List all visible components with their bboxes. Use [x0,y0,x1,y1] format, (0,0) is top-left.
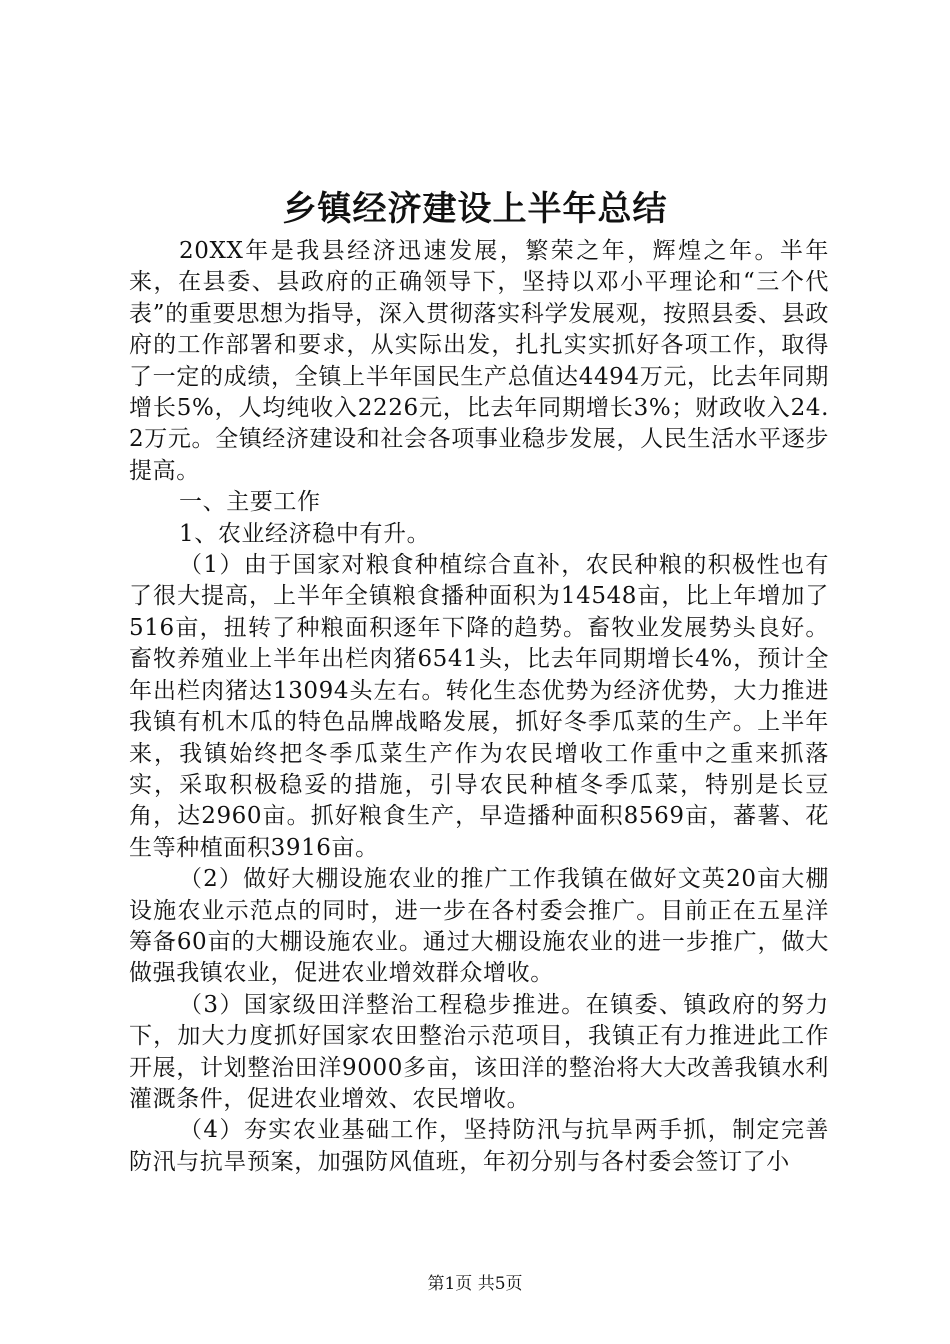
document-title: 乡镇经济建设上半年总结 [282,189,668,229]
section-heading: 一、主要工作 [179,489,321,516]
item-paragraph-3: （3）国家级田洋整治工程稳步推进。在镇委、镇政府的努力下，加大力度抓好国家农田整治示范项目，我镇正有力推进此工作开展，计划整治田洋9000多亩，该田洋的整治将大大改善我镇水利灌溉条件，促进农业增效、农民增收。 [129,991,829,1112]
document-body [129,236,829,1178]
item-paragraph-2: （2）做好大棚设施农业的推广工作我镇在做好文英20亩大棚设施农业示范点的同时，进一步在各村委会推广。目前正在五星洋筹备60亩的大棚设施农业。通过大棚设施农业的进一步推广，做大做强我镇农业，促进农业增效群众增收。 [129,866,829,987]
item-paragraph-1: （1）由于国家对粮食种植综合直补，农民种粮的积极性也有了很大提高，上半年全镇粮食播种面积为14548亩，比上年增加了516亩，扭转了种粮面积逐年下降的趋势。畜牧业发展势头良好。畜牧养殖业上半年出栏肉猪6541头，比去年同期增长4%，预计全年出栏肉猪达13094头左右。转化生态优势为经济优势，大力推进我镇有机木瓜的特色品牌战略发展，抓好冬季瓜菜的生产。上半年来，我镇始终把冬季瓜菜生产作为农民增收工作重中之重来抓落实，采取积极稳妥的措施，引导农民种植冬季瓜菜，特别是长豆角，达2960亩。抓好粮食生产，早造播种面积8569亩，蕃薯、花生等种植面积3916亩。 [129,552,829,861]
page-footer: 第1页 共5页 [427,1274,523,1294]
intro-paragraph: 20XX年是我县经济迅速发展，繁荣之年，辉煌之年。半年来，在县委、县政府的正确领导下，坚持以邓小平理论和“三个代表”的重要思想为指导，深入贯彻落实科学发展观，按照县委、县政府的工作部署和要求，从实际出发，扎扎实实抓好各项工作，取得了一定的成绩，全镇上半年国民生产总值达4494万元，比去年同期增长5%，人均纯收入2226元，比去年同期增长3%；财政收入24.2万元。全镇经济建设和社会各项事业稳步发展，人民生活水平逐步提高。 [129,238,829,484]
subsection-heading: 1、农业经济稳中有升。 [179,520,431,547]
item-paragraph-4: （4）夯实农业基础工作，坚持防汛与抗旱两手抓，制定完善防汛与抗旱预案，加强防风值班，年初分别与各村委会签订了小 [129,1117,829,1175]
